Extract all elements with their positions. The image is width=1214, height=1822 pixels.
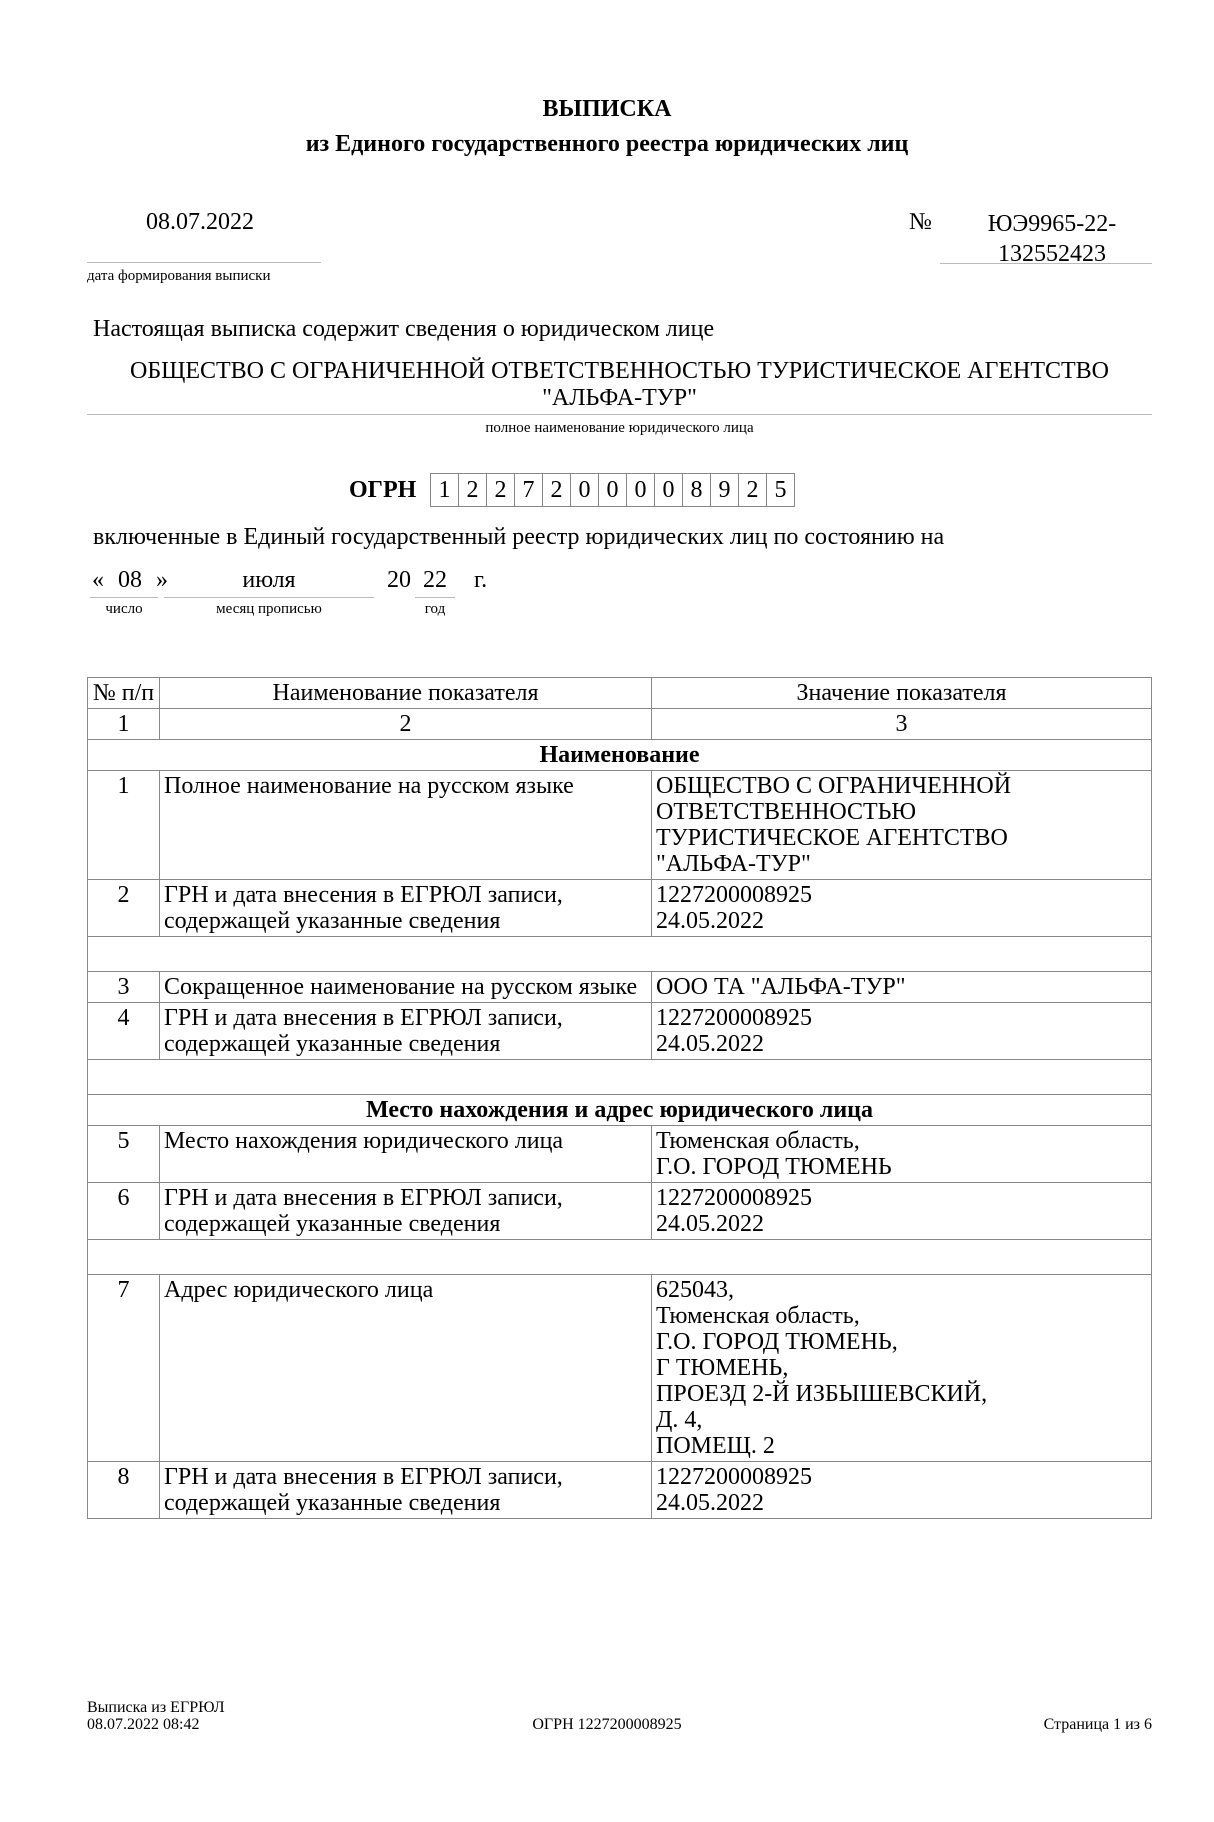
- row-number: 4: [88, 1003, 160, 1060]
- row-indicator-name: ГРН и дата внесения в ЕГРЮЛ записи, содержащей указанные сведения: [160, 880, 652, 937]
- colnum-2: 2: [160, 709, 652, 740]
- ogrn-digit: 0: [654, 473, 683, 507]
- spacer-row: [88, 1240, 1152, 1275]
- state-date-month: июля: [242, 567, 296, 593]
- ogrn-digit: 7: [514, 473, 543, 507]
- table-row: [88, 1183, 1152, 1240]
- header-number: № п/п: [88, 678, 160, 709]
- extract-date-caption: дата формирования выписки: [87, 268, 271, 284]
- day-underline: [90, 597, 158, 598]
- organization-full-name: ОБЩЕСТВО С ОГРАНИЧЕННОЙ ОТВЕТСТВЕННОСТЬЮ ТУРИСТИЧЕСКОЕ АГЕНТСТВО "АЛЬФА-ТУР": [130, 358, 1109, 411]
- ogrn-digit: 2: [458, 473, 487, 507]
- state-date-suffix: г.: [474, 567, 488, 593]
- state-date-day: 08: [118, 567, 142, 593]
- row-indicator-value: 1227200008925 24.05.2022: [652, 1462, 1152, 1519]
- state-date-century: 20: [387, 567, 411, 593]
- row-indicator-value: Тюменская область, Г.О. ГОРОД ТЮМЕНЬ: [652, 1126, 1152, 1183]
- section-address-heading: Место нахождения и адрес юридического лица: [88, 1095, 1152, 1126]
- footer-page-number: Страница 1 из 6: [1043, 1716, 1152, 1733]
- table-colnum-row: [88, 709, 1152, 740]
- ogrn-digit-boxes: [431, 473, 795, 507]
- ogrn-digit: 2: [738, 473, 767, 507]
- row-indicator-value: 1227200008925 24.05.2022: [652, 880, 1152, 937]
- section-name-heading: Наименование: [88, 740, 1152, 771]
- document-subtitle: из Единого государственного реестра юридических лиц: [305, 131, 909, 157]
- section-row: [88, 740, 1152, 771]
- ogrn-digit: 8: [682, 473, 711, 507]
- row-indicator-name: ГРН и дата внесения в ЕГРЮЛ записи, содержащей указанные сведения: [160, 1183, 652, 1240]
- month-underline: [164, 597, 374, 598]
- year-underline: [415, 597, 455, 598]
- table-header-row: [88, 678, 1152, 709]
- row-number: 1: [88, 771, 160, 880]
- month-caption: месяц прописью: [216, 601, 322, 617]
- row-indicator-value: ООО ТА "АЛЬФА-ТУР": [652, 972, 1152, 1003]
- ogrn-digit: 9: [710, 473, 739, 507]
- state-date-year: 22: [423, 567, 447, 593]
- organization-underline: [87, 414, 1152, 415]
- table-row: [88, 1126, 1152, 1183]
- document-title: ВЫПИСКА: [542, 96, 672, 122]
- footer-document-name: Выписка из ЕГРЮЛ: [87, 1699, 225, 1716]
- row-number: 8: [88, 1462, 160, 1519]
- ogrn-digit: 5: [766, 473, 795, 507]
- footer-ogrn: ОГРН 1227200008925: [532, 1716, 682, 1733]
- row-indicator-name: Полное наименование на русском языке: [160, 771, 652, 880]
- row-number: 7: [88, 1275, 160, 1462]
- table-row: [88, 880, 1152, 937]
- table-row: [88, 1462, 1152, 1519]
- header-indicator-value: Значение показателя: [652, 678, 1152, 709]
- row-number: 5: [88, 1126, 160, 1183]
- row-indicator-value: ОБЩЕСТВО С ОГРАНИЧЕННОЙ ОТВЕТСТВЕННОСТЬЮ ТУРИСТИЧЕСКОЕ АГЕНТСТВО "АЛЬФА-ТУР": [652, 771, 1152, 880]
- extract-date-underline: [87, 262, 321, 263]
- row-indicator-name: Место нахождения юридического лица: [160, 1126, 652, 1183]
- spacer-row: [88, 937, 1152, 972]
- ogrn-digit: 0: [626, 473, 655, 507]
- empty-cell: [88, 1240, 1152, 1275]
- empty-cell: [88, 937, 1152, 972]
- row-number: 6: [88, 1183, 160, 1240]
- row-indicator-name: Адрес юридического лица: [160, 1275, 652, 1462]
- row-indicator-name: ГРН и дата внесения в ЕГРЮЛ записи, содержащей указанные сведения: [160, 1003, 652, 1060]
- ogrn-digit: 0: [598, 473, 627, 507]
- empty-cell: [88, 1060, 1152, 1095]
- included-text: включенные в Единый государственный реестр юридических лиц по состоянию на: [93, 524, 945, 550]
- ogrn-digit: 2: [542, 473, 571, 507]
- row-number: 3: [88, 972, 160, 1003]
- intro-text: Настоящая выписка содержит сведения о юридическом лице: [93, 316, 715, 342]
- year-caption: год: [424, 601, 446, 617]
- extract-number: ЮЭ9965-22- 132552423: [987, 211, 1117, 267]
- number-sign: №: [909, 209, 932, 235]
- table-row: [88, 1275, 1152, 1462]
- row-indicator-name: Сокращенное наименование на русском языке: [160, 972, 652, 1003]
- header-indicator-name: Наименование показателя: [160, 678, 652, 709]
- date-open-quote: «: [92, 567, 104, 593]
- day-caption: число: [105, 601, 143, 617]
- footer-timestamp: 08.07.2022 08:42: [87, 1716, 200, 1733]
- row-indicator-name: ГРН и дата внесения в ЕГРЮЛ записи, содержащей указанные сведения: [160, 1462, 652, 1519]
- ogrn-digit: 0: [570, 473, 599, 507]
- ogrn-digit: 2: [486, 473, 515, 507]
- row-indicator-value: 1227200008925 24.05.2022: [652, 1183, 1152, 1240]
- register-table: [87, 677, 1152, 1519]
- row-number: 2: [88, 880, 160, 937]
- colnum-3: 3: [652, 709, 1152, 740]
- extract-date: 08.07.2022: [146, 209, 254, 235]
- organization-caption: полное наименование юридического лица: [485, 420, 754, 436]
- row-indicator-value: 1227200008925 24.05.2022: [652, 1003, 1152, 1060]
- row-indicator-value: 625043, Тюменская область, Г.О. ГОРОД ТЮМЕНЬ, Г ТЮМЕНЬ, ПРОЕЗД 2-Й ИЗБЫШЕВСКИЙ, Д. 4, ПОМЕЩ. 2: [652, 1275, 1152, 1462]
- extract-number-underline: [940, 263, 1152, 264]
- table-row: [88, 771, 1152, 880]
- section-row: [88, 1095, 1152, 1126]
- spacer-row: [88, 1060, 1152, 1095]
- table-row: [88, 1003, 1152, 1060]
- ogrn-digit: 1: [430, 473, 459, 507]
- colnum-1: 1: [88, 709, 160, 740]
- ogrn-label: ОГРН: [349, 477, 417, 503]
- date-close-quote: »: [156, 567, 168, 593]
- table-row: [88, 972, 1152, 1003]
